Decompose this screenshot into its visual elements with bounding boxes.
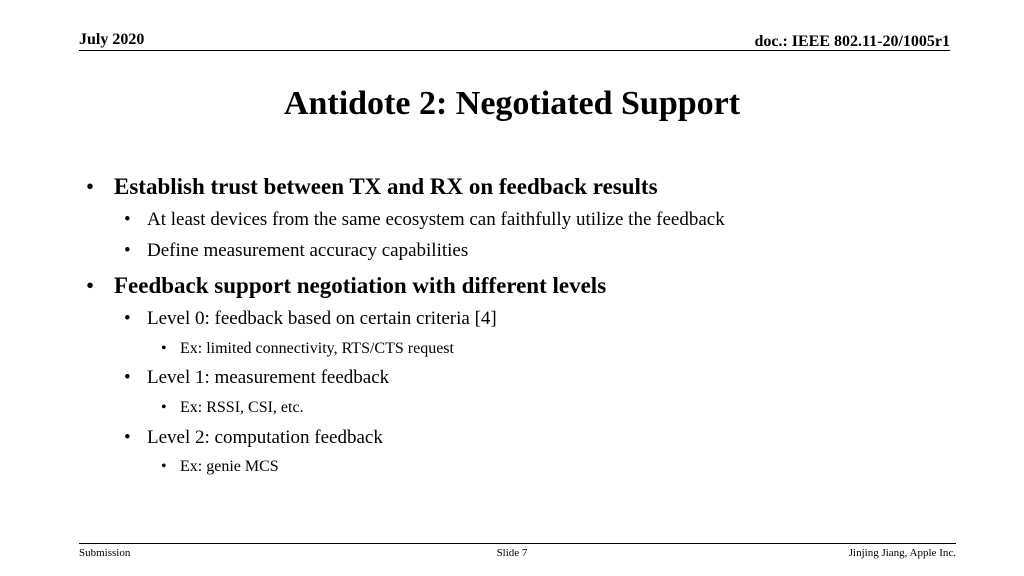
bullet-item-accuracy xyxy=(124,239,469,263)
slide-title: Antidote 2: Negotiated Support xyxy=(283,85,741,122)
header-date: July 2020 xyxy=(79,31,145,48)
bullet-text: Ex: RSSI, CSI, etc. xyxy=(180,399,304,416)
bullet-item-level-2-example xyxy=(161,457,279,477)
bullet-icon: • xyxy=(124,427,131,448)
bullet-item-same-ecosystem xyxy=(124,208,725,232)
bullet-text: Level 0: feedback based on certain criteria [4] xyxy=(147,308,497,329)
bullet-icon: • xyxy=(161,458,167,475)
bullet-icon: • xyxy=(124,308,131,329)
bullet-item-level-0 xyxy=(124,307,497,331)
bullet-text: Ex: limited connectivity, RTS/CTS request xyxy=(180,340,454,357)
bullet-text: Ex: genie MCS xyxy=(180,458,279,475)
bullet-icon: • xyxy=(86,273,95,298)
bullet-icon: • xyxy=(161,340,167,357)
header-doc-id: doc.: IEEE 802.11-20/1005r1 xyxy=(754,33,950,50)
footer-submission: Submission xyxy=(79,547,131,559)
bullet-icon: • xyxy=(86,174,95,199)
bullet-item-establish-trust xyxy=(86,172,658,202)
bullet-item-level-1 xyxy=(124,366,390,390)
footer-slide-number: Slide 7 xyxy=(496,547,528,559)
bullet-item-level-0-example xyxy=(161,339,454,359)
bullet-icon: • xyxy=(124,240,131,261)
bullet-icon: • xyxy=(161,399,167,416)
bullet-item-level-2 xyxy=(124,426,383,450)
bullet-text: Establish trust between TX and RX on feedback results xyxy=(114,174,658,199)
header-divider xyxy=(79,50,950,51)
bullet-text: Define measurement accuracy capabilities xyxy=(147,240,469,261)
bullet-icon: • xyxy=(124,209,131,230)
footer-author: Jinjing Jiang, Apple Inc. xyxy=(848,547,956,559)
bullet-text: Feedback support negotiation with different levels xyxy=(114,273,607,298)
bullet-item-level-1-example xyxy=(161,398,304,418)
bullet-text: At least devices from the same ecosystem can faithfully utilize the feedback xyxy=(147,209,725,230)
bullet-icon: • xyxy=(124,367,131,388)
bullet-item-negotiation xyxy=(86,271,607,301)
bullet-text: Level 2: computation feedback xyxy=(147,427,383,448)
footer-divider xyxy=(79,543,956,544)
bullet-text: Level 1: measurement feedback xyxy=(147,367,390,388)
